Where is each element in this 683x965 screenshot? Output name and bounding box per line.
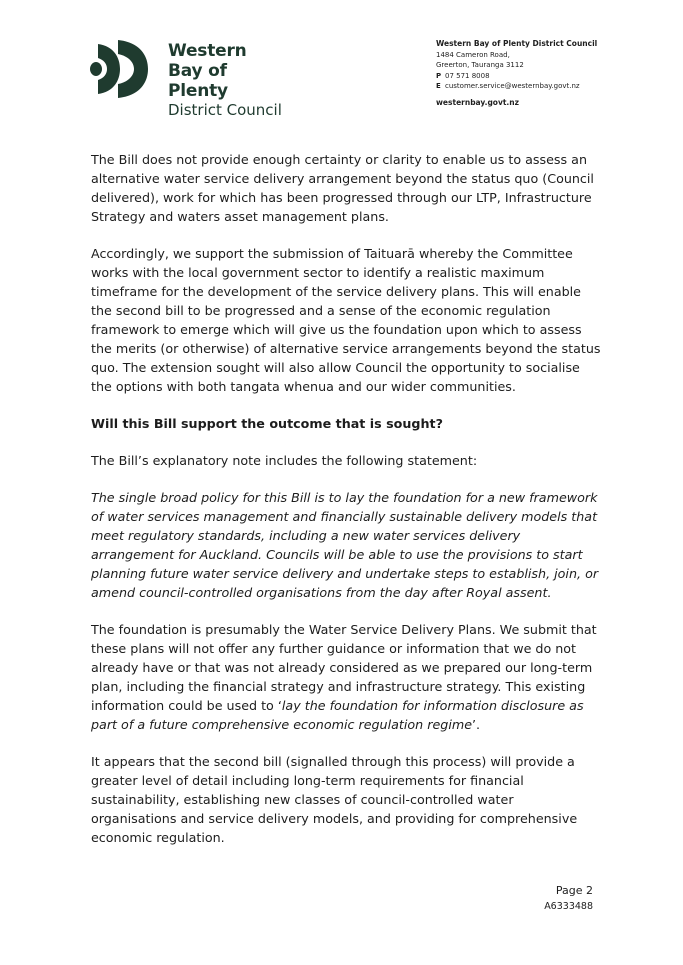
contact-email-row — [436, 81, 597, 92]
logo-line-district-council: District Council — [168, 101, 282, 119]
contact-phone: 07 571 8008 — [445, 71, 490, 80]
paragraph-support-taituara: Accordingly, we support the submission of Taituarā whereby the Committee works with the local government sector to identify a realistic maximum timeframe for the development of the service delivery plans. This will enable the second bill to be progressed and a sense of the economic regulation framework to emerge which will give us the foundation upon which to assess the merits (or otherwise) of alternative service arrangements beyond the status quo. The extension sought will also allow Council the opportunity to socialise the options with both tangata whenua and our wider communities. — [91, 246, 601, 394]
page-footer — [544, 883, 593, 915]
phone-label: P — [436, 71, 442, 80]
contact-website-link[interactable]: westernbay.govt.nz — [436, 97, 519, 107]
council-logo-mark-icon — [90, 38, 162, 100]
contact-address-line2: Greerton, Tauranga 3112 — [436, 61, 524, 70]
paragraph-foundation-quote: lay the foundation for information disclosure as part of a future comprehensive economic regulation regime — [91, 698, 584, 732]
paragraph-second-bill: It appears that the second bill (signalled through this process) will provide a greater level of detail including long-term requirements for financial sustainability, establishing new classes of council-controlled water organisations and service delivery models, and providing for comprehensive economic regulation. — [91, 754, 578, 845]
email-label: E — [436, 82, 441, 91]
section-heading: Will this Bill support the outcome that is sought? — [91, 416, 443, 431]
contact-block — [436, 39, 597, 109]
page-number: Page 2 — [555, 884, 593, 897]
document-reference: A6333488 — [544, 901, 593, 912]
contact-phone-row — [436, 71, 597, 82]
logo-line-bay-of-plenty: Bay of Plenty — [168, 61, 228, 101]
paragraph-foundation-end: ’. — [472, 717, 481, 732]
paragraph-foundation — [91, 620, 601, 734]
contact-address-line1: 1484 Cameron Road, — [436, 50, 510, 59]
quoted-statement: The single broad policy for this Bill is to lay the foundation for a new framework of water services management and financially sustainable delivery models that meet regulatory standards, including a new water services delivery arrangement for Auckland. Councils will be able to use the provisions to start planning future water service delivery and undertake steps to establish, join, or amend council-controlled organisations from the day after Royal assent. — [91, 490, 599, 600]
council-logo — [90, 38, 290, 119]
paragraph-explanatory-note: The Bill’s explanatory note includes the following statement: — [91, 453, 478, 468]
contact-org-name: Western Bay of Plenty District Council — [436, 39, 598, 48]
paragraph-certainty: The Bill does not provide enough certainty or clarity to enable us to assess an alternative water service delivery arrangement beyond the status quo (Council delivered), work for which has been progressed through our LTP, Infrastructure Strategy and waters asset management plans. — [91, 152, 594, 224]
logo-line-western: Western — [168, 41, 247, 61]
contact-email-link[interactable]: customer.service@westernbay.govt.nz — [445, 82, 580, 91]
logo-wordmark — [168, 41, 290, 120]
document-body — [91, 150, 601, 865]
paragraph-foundation-text: The foundation is presumably the Water Service Delivery Plans. We submit that these plans will not offer any further guidance or information that we do not already have or that was not already considered as we prepared our long-term plan, including the financial strategy and infrastructure strategy. This existing information could be used to ‘ — [91, 622, 597, 713]
